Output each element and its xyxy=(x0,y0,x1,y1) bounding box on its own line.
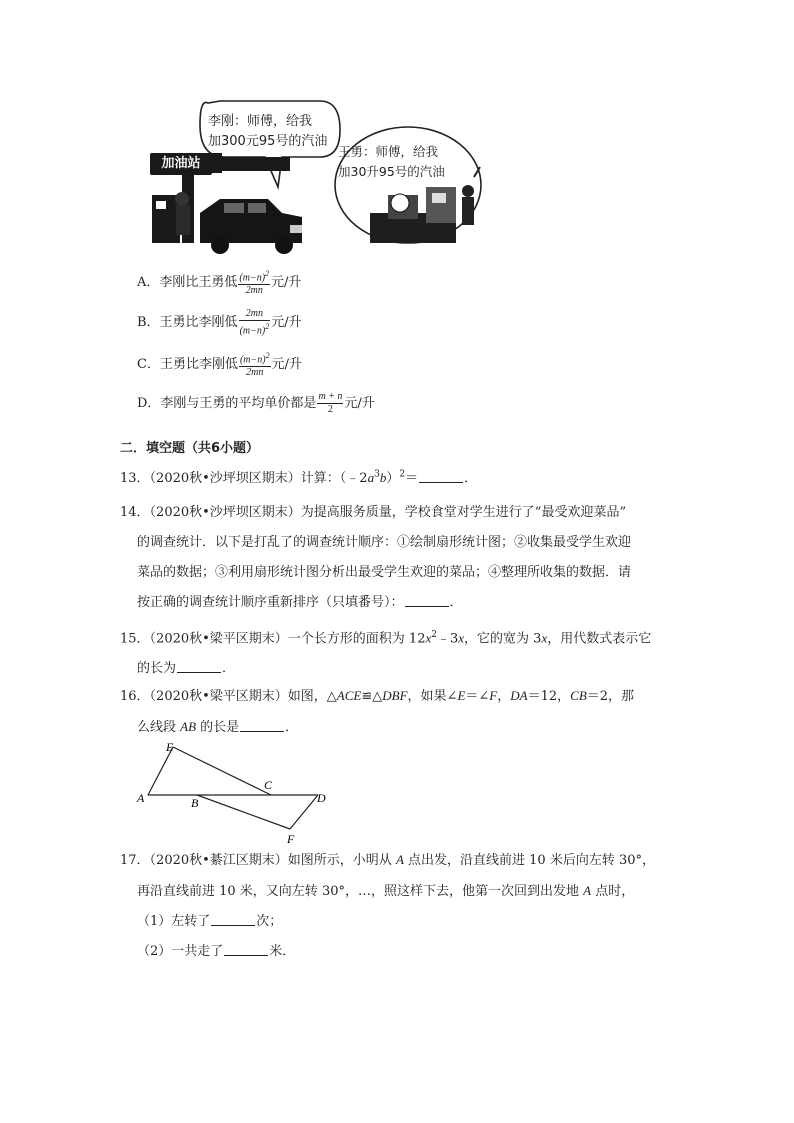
point-label-b: B xyxy=(191,796,199,810)
bubble-li-line2: 加300元95号的汽油 xyxy=(208,134,328,149)
bubble-wang-line2: 加30升95号的汽油 xyxy=(338,164,445,179)
option-d: D．李刚与王勇的平均单价都是 $\frac{m + n}{2}$ 元/升 xyxy=(137,391,375,415)
fraction-b: $\frac{2mn}{(m-n)^2}$ xyxy=(239,308,270,337)
q14-line1: 14．（2020秋•沙坪坝区期末）为提高服务质量，学校食堂对学生进行了“最受欢迎菜品” xyxy=(120,505,627,520)
fraction-d: $\frac{m + n}{2}$ xyxy=(318,391,343,415)
q14-line4: 按正确的调查统计顺序重新排序（只填番号）： xyxy=(137,595,404,610)
point-label-d: D xyxy=(317,791,326,805)
bubble-li-line1: 李刚：师傅，给我 xyxy=(208,114,313,129)
answer-blank-16[interactable] xyxy=(240,719,284,732)
point-label-c: C xyxy=(264,778,273,792)
question-16: 16．（2020秋•梁平区期末）如图，△ACE≌△DBF，如果∠E＝∠F，DA＝12，CB＝2，那 么线段 AB 的长是 ． xyxy=(120,688,635,735)
station-sign-text: 加油站 xyxy=(161,156,201,171)
answer-blank-17-1[interactable] xyxy=(211,913,255,926)
answer-blank-17-2[interactable] xyxy=(224,943,268,956)
question-14: 14．（2020秋•沙坪坝区期末）为提高服务质量，学校食堂对学生进行了“最受欢迎菜品” 的调查统计．以下是打乱了的调查统计顺序：①绘制扇形统计图；②收集最受学生欢迎 菜品的数据；③利用扇形统计图分析出最受学生欢迎的菜品；④整理所收集的数据．请 按正确的调查统计顺序重新排序（只填番号）： ． xyxy=(120,498,631,618)
station-sign xyxy=(150,153,212,175)
question-13: 13．（2020秋•沙坪坝区期末）计算：$(﹣2a^3b)^2=$ ． xyxy=(120,469,478,486)
bubble-wang-line1: 王勇：师傅，给我 xyxy=(338,144,439,159)
q14-line3: 菜品的数据；③利用扇形统计图分析出最受学生欢迎的菜品；④整理所收集的数据．请 xyxy=(137,565,632,580)
point-label-f: F xyxy=(287,832,295,846)
section-title: 二．填空题（共6小题） xyxy=(120,441,260,456)
point-label-a: A xyxy=(137,791,145,805)
option-a: A．李刚比王勇低 $\frac{(m-n)^2}{2mn}$ 元/升 xyxy=(137,269,302,297)
question-15: 15．（2020秋•梁平区期末）一个长方形的面积为 $12x^2﹣3x$，它的宽为 3x，用代数式表示它 的长为 ． xyxy=(120,630,652,677)
question-17: 17．（2020秋•綦江区期末）如图所示，小明从 A 点出发，沿直线前进 10 米后向左转 30°， 再沿直线前进 10 米，又向左转 30°，…，照这样下去，他第一次回到出发地 A 点时， （1）左转了 次； （2）一共走了 米． xyxy=(120,852,656,959)
q14-line2: 的调查统计．以下是打乱了的调查统计顺序：①绘制扇形统计图；②收集最受学生欢迎 xyxy=(137,535,632,550)
option-b: B．王勇比李刚低 $\frac{2mn}{(m-n)^2}$ 元/升 xyxy=(137,308,302,337)
bubble-li-text xyxy=(208,112,327,152)
answer-blank-14[interactable] xyxy=(405,594,449,607)
answer-blank-15[interactable] xyxy=(177,660,221,673)
answer-blank-13[interactable] xyxy=(419,470,463,483)
point-label-e: E xyxy=(166,740,174,754)
bubble-wang-text xyxy=(338,142,445,182)
fraction-c: $\frac{(m-n)^2}{2mn}$ xyxy=(239,351,270,379)
fraction-a: $\frac{(m-n)^2}{2mn}$ xyxy=(239,269,270,297)
option-c: C．王勇比李刚低 $\frac{(m-n)^2}{2mn}$ 元/升 xyxy=(137,351,302,379)
q16-triangle-figure xyxy=(135,736,335,848)
